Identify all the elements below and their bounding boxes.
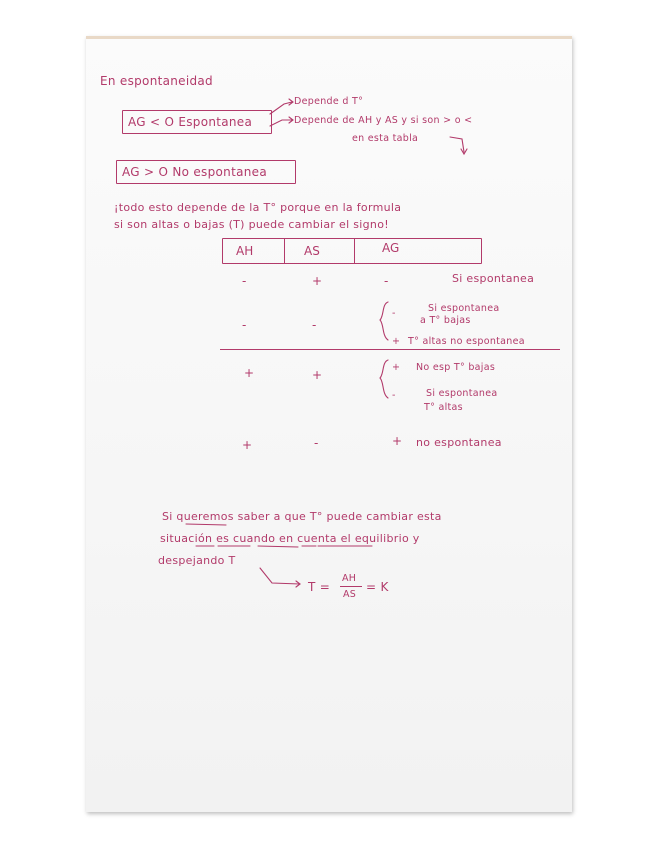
formula-numerator: AH xyxy=(342,573,357,584)
row3-text-c: T° altas xyxy=(424,402,463,413)
brace-row2-icon xyxy=(380,302,388,340)
formula-denominator: AS xyxy=(343,589,357,600)
row2-sign-a: - xyxy=(392,308,396,319)
page-title: En espontaneidad xyxy=(100,74,213,88)
row3-text-b: Si espontanea xyxy=(426,388,498,399)
row1-ah: - xyxy=(242,274,247,288)
row3-sign-a: + xyxy=(392,362,401,373)
row2-sign-c: + xyxy=(392,336,401,347)
header-ag: AG xyxy=(382,241,400,255)
header-ah: AH xyxy=(236,244,254,258)
row1-ag: - xyxy=(384,274,389,288)
row3-as: + xyxy=(312,368,323,382)
row3-sign-b: - xyxy=(392,390,396,401)
row3-text-a: No esp T° bajas xyxy=(416,362,496,373)
row3-ah: + xyxy=(244,366,255,380)
arrow-up-icon xyxy=(270,102,292,114)
intro-line-1: ¡todo esto depende de la T° porque en la formula xyxy=(114,201,402,214)
row1-as: + xyxy=(312,274,323,288)
formula-lhs: T = xyxy=(308,580,331,594)
row4-as: - xyxy=(314,436,319,450)
row2-ah: - xyxy=(242,318,247,332)
non-spontaneous-box-text: AG > O No espontanea xyxy=(122,165,267,179)
brace-row3-icon xyxy=(380,360,388,398)
pen-marks xyxy=(86,36,572,812)
bottom-line-2: situación es cuando en cuenta el equilibrio y xyxy=(160,532,420,545)
row2-text-c: T° altas no espontanea xyxy=(408,336,525,347)
note-this-table: en esta tabla xyxy=(352,133,419,144)
intro-line-2: si son altas o bajas (T) puede cambiar el signo! xyxy=(114,218,389,231)
spontaneous-box-text: AG < O Espontanea xyxy=(128,115,253,129)
row2-as: - xyxy=(312,318,317,332)
note-depends-temperature: Depende d T° xyxy=(294,96,364,107)
formula-rhs: = K xyxy=(366,580,389,594)
formula-arrow-icon xyxy=(260,568,300,584)
bottom-line-3: despejando T xyxy=(158,554,236,567)
header-as: AS xyxy=(304,244,320,258)
row4-result: no espontanea xyxy=(416,436,502,449)
row4-ag: + xyxy=(392,434,403,448)
row1-result: Si espontanea xyxy=(452,272,535,285)
notebook-page xyxy=(86,36,572,812)
bottom-line-1: Si queremos saber a que T° puede cambiar esta xyxy=(162,510,442,523)
row2-text-b: a T° bajas xyxy=(420,315,471,326)
row2-text-a: Si espontanea xyxy=(428,303,500,314)
note-depends-ah-as: Depende de AH y AS y si son > o < xyxy=(294,115,473,126)
row4-ah: + xyxy=(242,438,253,452)
